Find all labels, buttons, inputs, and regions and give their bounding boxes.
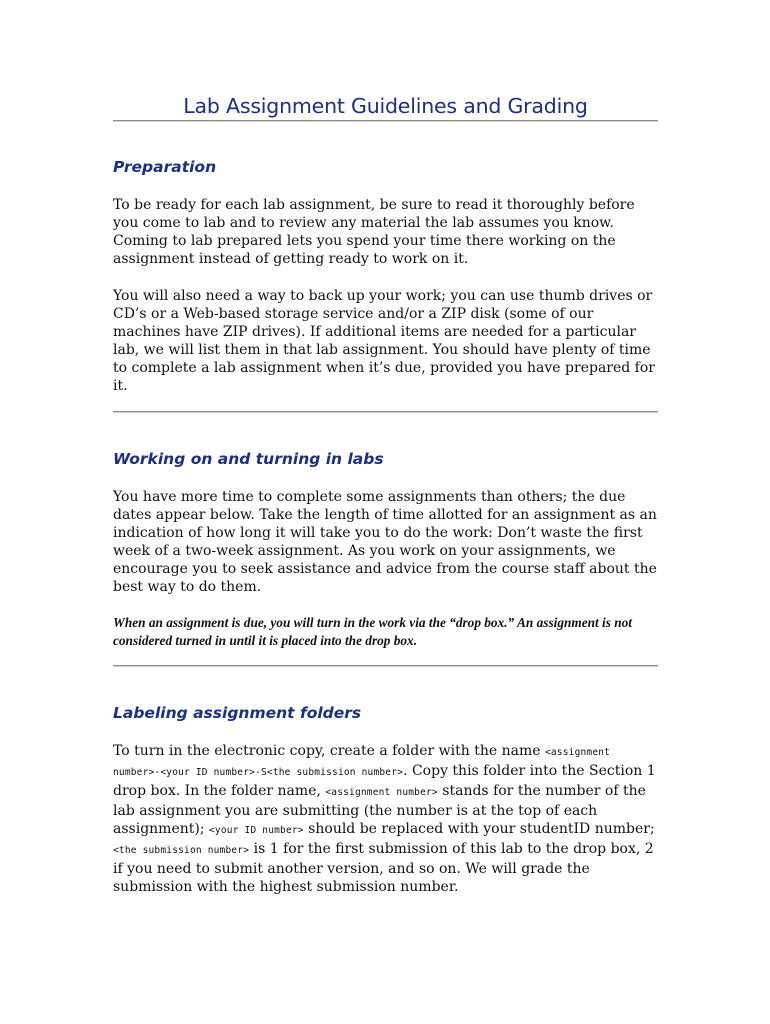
drop-box-note: When an assignment is due, you will turn in the work via the “drop box.” An assignment is not considered turned in until it is placed into the drop box.: [113, 615, 632, 648]
labeling-text-3: stands for the number of the lab assignment you are submitting (the number is at the top of each assignment);: [113, 783, 646, 837]
section-divider-2: [113, 665, 658, 667]
labeling-text-2: . Copy this folder into the Section 1 drop box. In the folder name,: [113, 763, 656, 799]
section-heading-labeling: Labeling assignment folders: [113, 704, 362, 722]
labeling-text-5: is 1 for the first submission of this lab to the drop box, 2 if you need to submit another version, and so on. We will grade the submission with the highest submission number.: [113, 841, 654, 895]
page-title: Lab Assignment Guidelines and Grading: [183, 94, 588, 118]
folder-name-pattern: <assignment number>-<your ID number>-S<the submission number>: [113, 747, 611, 778]
assignment-number-token: <assignment number>: [325, 787, 438, 798]
section-divider-1: [113, 411, 658, 413]
section-heading-preparation: Preparation: [113, 158, 217, 176]
id-number-token: <your ID number>: [209, 825, 304, 836]
section-heading-working: Working on and turning in labs: [113, 450, 384, 468]
labeling-paragraph: [113, 742, 658, 896]
preparation-paragraph-1: To be ready for each lab assignment, be sure to read it thoroughly before you come to lab and to review any material the lab assumes you know. Coming to lab prepared lets you spend your time there working on the assignment instead of getting ready to work on it.: [113, 197, 635, 267]
working-paragraph-1: You have more time to complete some assignments than others; the due dates appear below. Take the length of time allotted for an assignment as an indication of how long it will take you to do the work: Don’t waste the first week of a two-week assignment. As you work on your assignments, we encourage you to seek assistance and advice from the course staff about the best way to do them.: [113, 489, 657, 595]
preparation-paragraph-2: You will also need a way to back up your work; you can use thumb drives or CD’s or a Web-based storage service and/or a ZIP disk (some of our machines have ZIP drives). If additional items are needed for a particular lab, we will list them in that lab assignment. You should have plenty of time to complete a lab assignment when it’s due, provided you have prepared for it.: [113, 288, 655, 394]
title-divider: [113, 120, 658, 122]
submission-number-token: <the submission number>: [113, 845, 250, 856]
labeling-text-1: To turn in the electronic copy, create a folder with the name: [113, 743, 545, 759]
labeling-text-4: should be replaced with your studentID number;: [303, 821, 655, 837]
